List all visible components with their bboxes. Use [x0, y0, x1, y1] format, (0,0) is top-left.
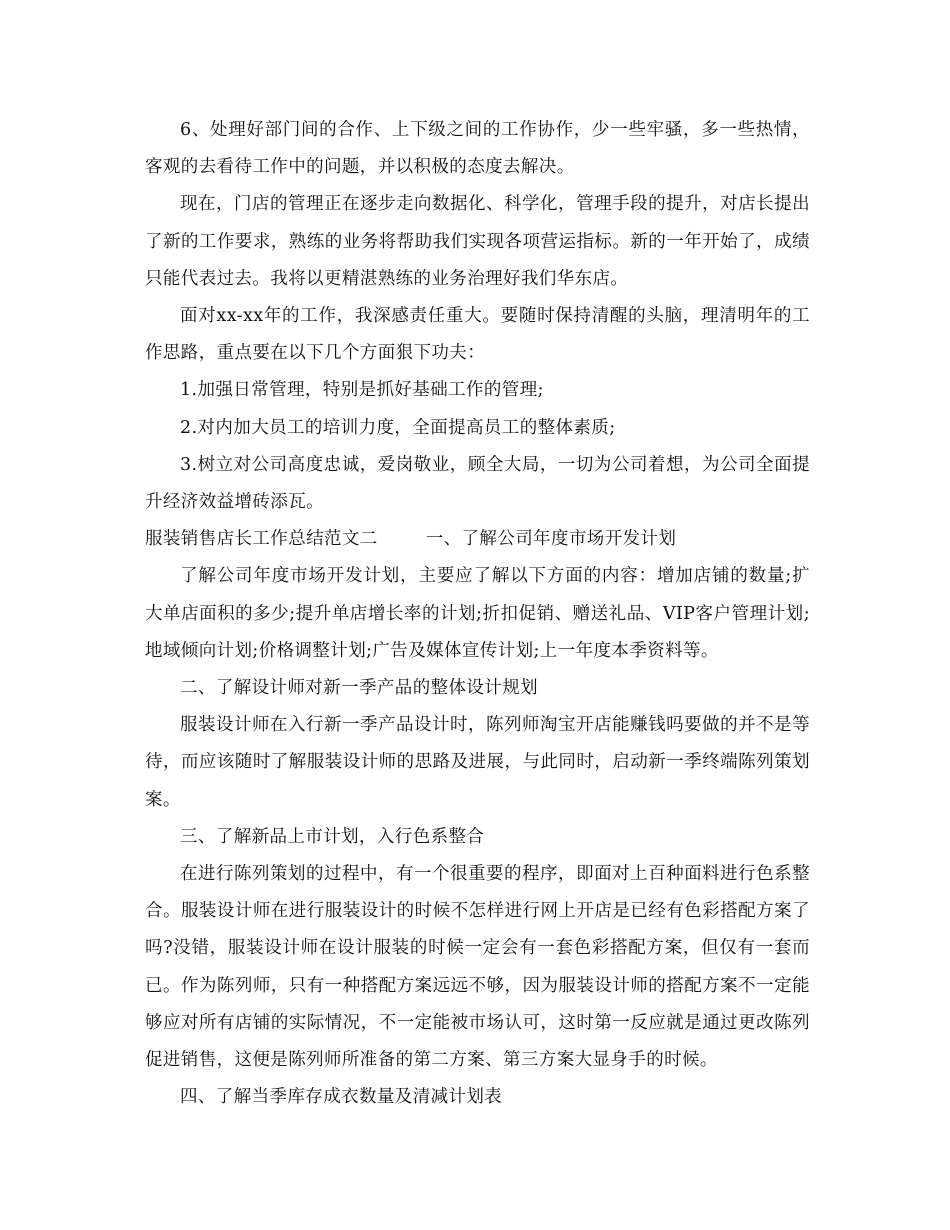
paragraph-1: 6、处理好部门间的合作、上下级之间的工作协作，少一些牢骚，多一些热情，客观的去看待工作中的问题，并以积极的态度去解决。 — [145, 120, 810, 178]
list-item-1: 1.加强日常管理，特别是抓好基础工作的管理; — [180, 380, 544, 401]
list-item-2: 2.对内加大员工的培训力度，全面提高员工的整体素质; — [180, 417, 616, 438]
section-heading-4: 四、了解当季库存成衣数量及清减计划表 — [180, 1087, 503, 1108]
paragraph-3: 面对xx-xx年的工作，我深感责任重大。要随时保持清醒的头脑，理清明年的工作思路，重点要在以下几个方面狠下功夫： — [145, 306, 810, 364]
section-heading-3: 三、了解新品上市计划，入行色系整合 — [180, 826, 485, 847]
section-title-line — [145, 521, 810, 558]
section-title: 服装销售店长工作总结范文二 — [145, 529, 378, 550]
section-paragraph-3: 在进行陈列策划的过程中，有一个很重要的程序，即面对上百种面料进行色系整合。服装设计师在进行服装设计的时候不怎样进行网上开店是已经有色彩搭配方案了吗?没错，服装设计师在设计服装的时候一定会有一套色彩搭配方案，但仅有一套而已。作为陈列师，只有一种搭配方案远远不够，因为服装设计师的搭配方案不一定能够应对所有店铺的实际情况，不一定能被市场认可，这时第一反应就是通过更改陈列促进销售，这便是陈列师所准备的第二方案、第三方案大显身手的时候。 — [145, 864, 810, 1071]
section-paragraph-2: 服装设计师在入行新一季产品设计时，陈列师淘宝开店能赚钱吗要做的并不是等待，而应该随时了解服装设计师的思路及进展，与此同时，启动新一季终端陈列策划案。 — [145, 715, 810, 810]
document-body — [145, 112, 810, 1116]
paragraph-2: 现在，门店的管理正在逐步走向数据化、科学化，管理手段的提升，对店长提出了新的工作要求，熟练的业务将帮助我们实现各项营运指标。新的一年开始了，成绩只能代表过去。我将以更精湛熟练的业务治理好我们华东店。 — [145, 194, 810, 289]
section-heading-2: 二、了解设计师对新一季产品的整体设计规划 — [180, 678, 538, 699]
section-paragraph-1: 了解公司年度市场开发计划，主要应了解以下方面的内容：增加店铺的数量;扩大单店面积的多少;提升单店增长率的计划;折扣促销、赠送礼品、VIP客户管理计划;地域倾向计划;价格调整计划;广告及媒体宣传计划;上一年度本季资料等。 — [145, 566, 810, 661]
section-heading-1: 一、了解公司年度市场开发计划 — [425, 529, 677, 550]
list-item-3: 3.树立对公司高度忠诚，爱岗敬业，顾全大局，一切为公司着想，为公司全面提升经济效益增砖添瓦。 — [145, 454, 810, 513]
